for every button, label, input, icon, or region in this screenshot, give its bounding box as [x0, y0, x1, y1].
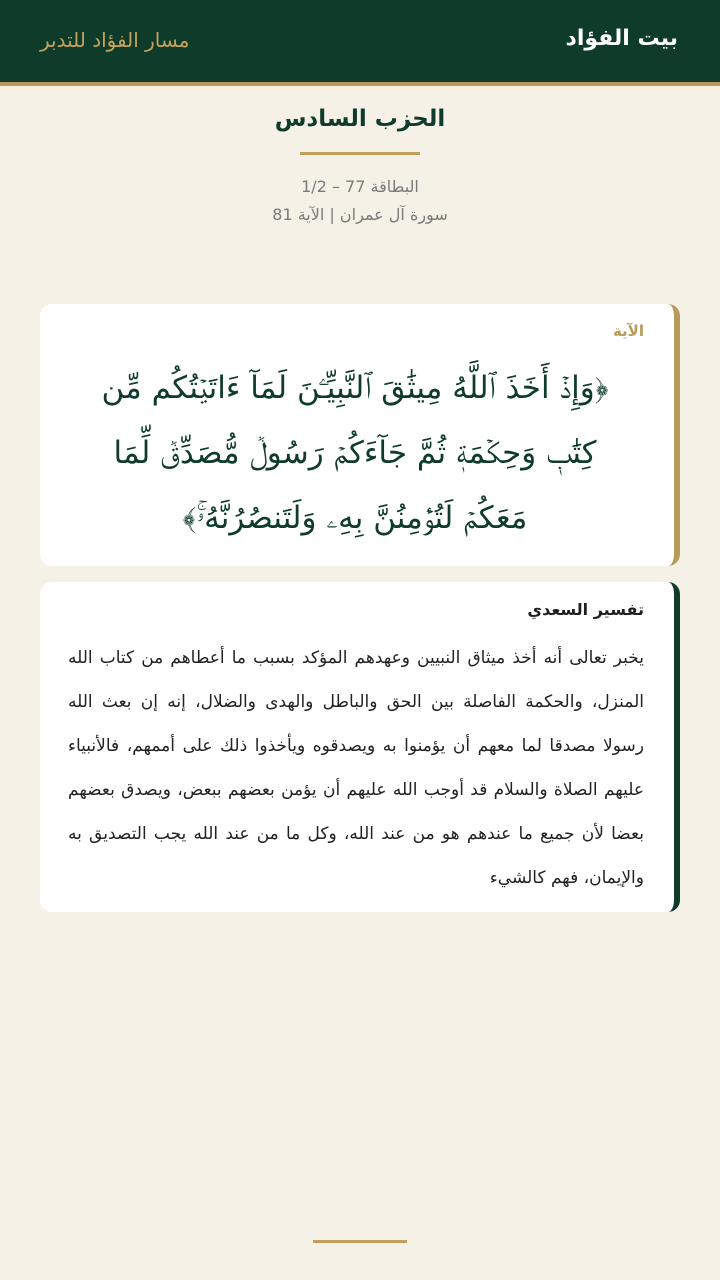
- app-title: بيت الفؤاد: [565, 26, 678, 51]
- section-header: [0, 100, 720, 229]
- tafsir-label: تفسير السعدي: [527, 600, 644, 619]
- surah-info: سورة آل عمران | الآية 81: [272, 205, 448, 224]
- page-title: الحزب السادس: [274, 106, 446, 132]
- tafsir-card: [40, 582, 680, 912]
- verse-label: الآية: [612, 322, 644, 340]
- card-info: البطاقة 77 – 1/2: [301, 177, 419, 196]
- nav-link-tadabbur-path[interactable]: مسار الفؤاد للتدبر: [40, 28, 190, 52]
- verse-text: ﴿وَإِذۡ أَخَذَ ٱللَّهُ مِيثَٰقَ ٱلنَّبِيِّـۧنَ لَمَآ ءَاتَيۡتُكُم مِّن كِتَٰبٖ وَحِكۡمَةٖ ثُمَّ جَآءَكُمۡ رَسُولٞ مُّصَدِّقٞ لِّمَا مَعَكُمۡ لَتُؤۡمِنُنَّ بِهِۦ وَلَتَنصُرُنَّهُۥۚ﴾: [101, 370, 609, 536]
- verse-card: [40, 304, 680, 566]
- bottom-divider: [313, 1240, 407, 1243]
- top-app-bar: [0, 0, 720, 86]
- tafsir-text: يخبر تعالى أنه أخذ ميثاق النبيين وعهدهم المؤكد بسبب ما أعطاهم من كتاب الله المنزل، والحكمة الفاصلة بين الحق والباطل والهدى والضلال، إنه إن بعث الله رسولا مصدقا لما معهم أن يؤمنوا به ويصدقوه ويأخذوا ذلك على أممهم، فالأنبياء عليهم الصلاة والسلام قد أوجب الله عليهم أن يؤمن بعضهم ببعض، ويصدق بعضهم بعضا لأن جميع ما عندهم هو من عند الله، وكل ما من عند الله يجب التصديق به والإيمان، فهم كالشيء: [68, 648, 644, 888]
- title-divider: [300, 152, 420, 155]
